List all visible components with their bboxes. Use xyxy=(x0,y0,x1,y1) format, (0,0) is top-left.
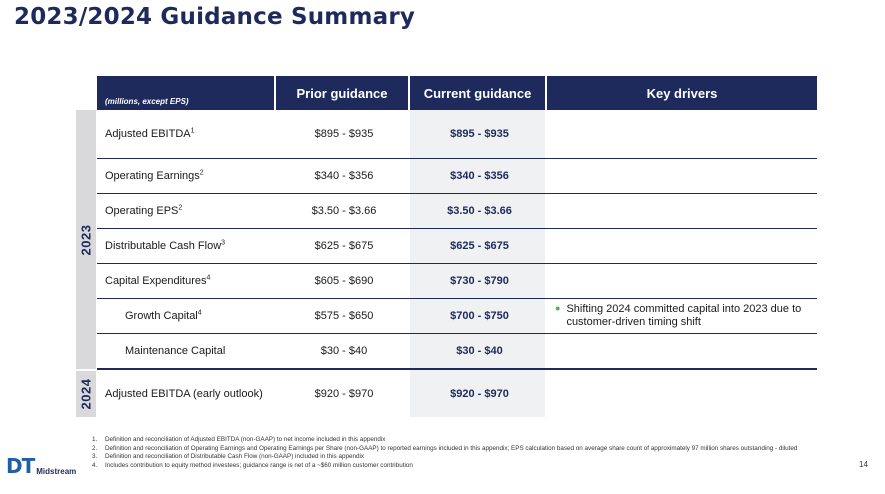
driver-bullet: ● Shifting 2024 committed capital into 2023 due to customer-driven timing shift xyxy=(555,302,802,328)
row-label: Distributable Cash Flow$^3$ xyxy=(105,239,226,252)
current-guidance-header: Current guidance xyxy=(410,76,545,110)
table-row-operating-eps xyxy=(97,194,817,229)
year-label-2023: 2023 xyxy=(76,110,96,369)
prior-guidance-header: Prior guidance xyxy=(276,76,408,110)
table-row-capital-expenditures xyxy=(97,264,817,299)
row-label: Capital Expenditures$^4$ xyxy=(105,274,211,287)
table-row-adjusted-ebitda-2024 xyxy=(97,371,817,417)
row-label: Adjusted EBITDA (early outlook) xyxy=(105,388,263,400)
page-title: 2023/2024 Guidance Summary xyxy=(14,4,416,30)
row-label: Maintenance Capital xyxy=(125,345,226,357)
row-label: Operating EPS$^2$ xyxy=(105,204,183,217)
prior-value: $605 - $690 xyxy=(314,275,374,287)
table-row-maintenance-capital xyxy=(97,334,817,370)
footnote-item: 1. Definition and reconciliation of Adjusted EBITDA (non-GAAP) to net income included in this appendix xyxy=(92,436,386,443)
logo-text: Midstream xyxy=(36,467,77,476)
year-label-2024: 2024 xyxy=(76,371,96,417)
prior-value: $895 - $935 xyxy=(314,128,374,140)
footnote-item: 4. Includes contribution to equity method investees; guidance range is net of a ~$60 million customer contribution xyxy=(92,461,413,469)
current-value: $920 - $970 xyxy=(450,388,509,400)
footnote-item: 2. Definition and reconciliation of Operating Earnings and Operating Earnings per Share (non-GAAP) to reported earnings included in this appendix; EPS calculation based on average share count of approximately 97 million shares outstanding - diluted xyxy=(92,444,798,452)
footnote-item: 3. Definition and reconciliation of Distributable Cash Flow (non-GAAP) included in this appendix xyxy=(92,453,365,460)
prior-value: $625 - $675 xyxy=(314,240,374,252)
prior-value: $3.50 - $3.66 xyxy=(311,205,377,217)
current-value: $730 - $790 xyxy=(450,275,509,287)
driver-cell xyxy=(547,303,817,329)
prior-value: $30 - $40 xyxy=(320,345,368,357)
current-value: $30 - $40 xyxy=(456,345,503,357)
prior-value: $340 - $356 xyxy=(314,170,374,182)
bullet-dot-icon: ● xyxy=(555,302,561,313)
table-row-growth-capital xyxy=(97,299,817,334)
table-row-adjusted-ebitda xyxy=(97,110,817,159)
dt-midstream-logo xyxy=(6,456,76,476)
units-header: (millions, except EPS) xyxy=(97,76,274,110)
page-number: 14 xyxy=(859,460,868,469)
logo-mark: DT xyxy=(6,454,35,478)
current-value: $895 - $935 xyxy=(450,128,509,140)
footnotes xyxy=(92,436,852,470)
row-label: Adjusted EBITDA$^1$ xyxy=(105,127,195,140)
current-value: $700 - $750 xyxy=(450,310,509,322)
row-label: Growth Capital$^4$ xyxy=(125,309,202,322)
key-drivers-header: Key drivers xyxy=(547,76,817,110)
prior-value: $920 - $970 xyxy=(314,388,374,400)
table-row-operating-earnings xyxy=(97,159,817,194)
current-value: $3.50 - $3.66 xyxy=(447,205,512,217)
prior-value: $575 - $650 xyxy=(314,310,374,322)
row-label: Operating Earnings$^2$ xyxy=(105,169,204,182)
table-row-distributable-cash-flow xyxy=(97,229,817,264)
current-value: $340 - $356 xyxy=(450,170,509,182)
current-value: $625 - $675 xyxy=(450,240,509,252)
